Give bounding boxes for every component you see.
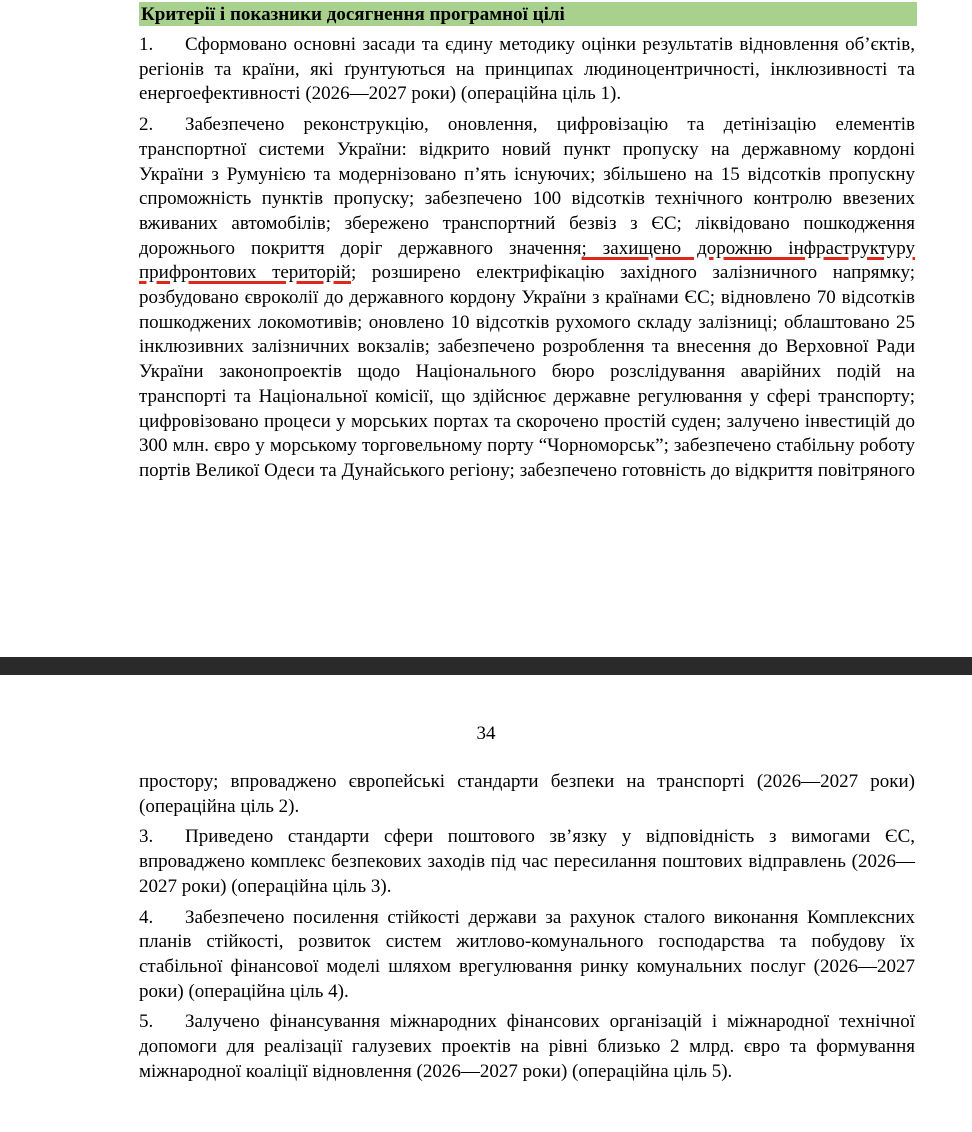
continuation-paragraph: простору; впроваджено європейські стандарти безпеки на транспорті (2026—2027 роки) (операційна ціль 2). [139,771,915,817]
list-item-text: Сформовано основні засади та єдину методику оцінки результатів відновлення об’єктів, регіонів та країни, які ґрунтуються на принципах людиноцентричності, інклюзивності та енергоефективності (2026—2027 роки) (операційна ціль 1). [139,34,915,105]
list-item-number: 3. [139,826,154,848]
list-item-number: 4. [139,906,154,928]
list-item-3 [139,825,915,899]
list-item-number: 2. [139,114,154,136]
list-item-4 [139,906,915,1005]
page1-content [139,33,915,484]
list-item-1 [139,33,915,107]
page-separator [0,657,972,675]
section-heading: Критерії і показники досягнення програмної цілі [139,2,917,26]
list-item-5 [139,1010,915,1084]
list-item-number: 5. [139,1011,154,1033]
list-item-text-end: ; розширено електрифікацію західного залізничного напрямку; розбудовано євроколії до державного кордону України з країнами ЄС; відновлено 70 відсотків пошкоджених локомотивів; оновлено 10 відсотків рухомого складу залізниці; облаштовано 25 інклюзивних залізничних вокзалів; забезпечено розроблення та внесення до Верховної Ради України законопроектів щодо Національного бюро розслідування аварійних подій на транспорті та Національної комісії, що здійснює державне регулювання у сфері транспорту; цифровізовано процеси у морських портах та скорочено простій суден; залучено інвестицій до 300 млн. євро у морському торговельному порту “Чорноморськ”; забезпечено стабільну роботу портів Великої Одеси та Дунайського регіону; забезпечено готовність до відкриття повітряного [139,262,916,481]
list-item-text: Приведено стандарти сфери поштового зв’язку у відповідність з вимогами ЄС, впроваджено комплекс безпекових заходів під час пересилання поштових відправлень (2026—2027 роки) (операційна ціль 3). [139,826,915,897]
underlined-text: ; захищено дорожню інфраструктуру прифронтових територій [139,237,916,284]
list-item-text: Забезпечено посилення стійкості держави за рахунок сталого виконання Комплексних планів стійкості, розвиток систем житлово-комунального господарства та побудову їх стабільної фінансової моделі шляхом врегулювання ринку комунальних послуг (2026—2027 роки) (операційна ціль 4). [139,906,915,1002]
list-item-number: 1. [139,34,154,55]
page2-content [139,770,915,1090]
page-number: 34 [476,723,496,744]
list-item-2 [139,113,915,484]
list-item-text-start: Забезпечено реконструкцію, оновлення, цифровізацію та детінізацію елементів транспортної системи України: відкрито новий пункт пропуску на державному кордоні України з Румунією та модернізовано п’ять існуючих; збільшено на 15 відсотків пропускну спроможність пунктів пропуску; забезпечено 100 відсотків технічного контролю ввезених вживаних автомобілів; збережено транспортний безвіз з ЄС; ліквідовано пошкодження дорожнього покриття доріг державного значення [139,114,915,259]
list-item-text: Залучено фінансування міжнародних фінансових організацій і міжнародної технічної допомоги для реалізації галузевих проектів на рівні близько 2 млрд. євро та формування міжнародної коаліції відновлення (2026—2027 роки) (операційна ціль 5). [139,1011,915,1082]
